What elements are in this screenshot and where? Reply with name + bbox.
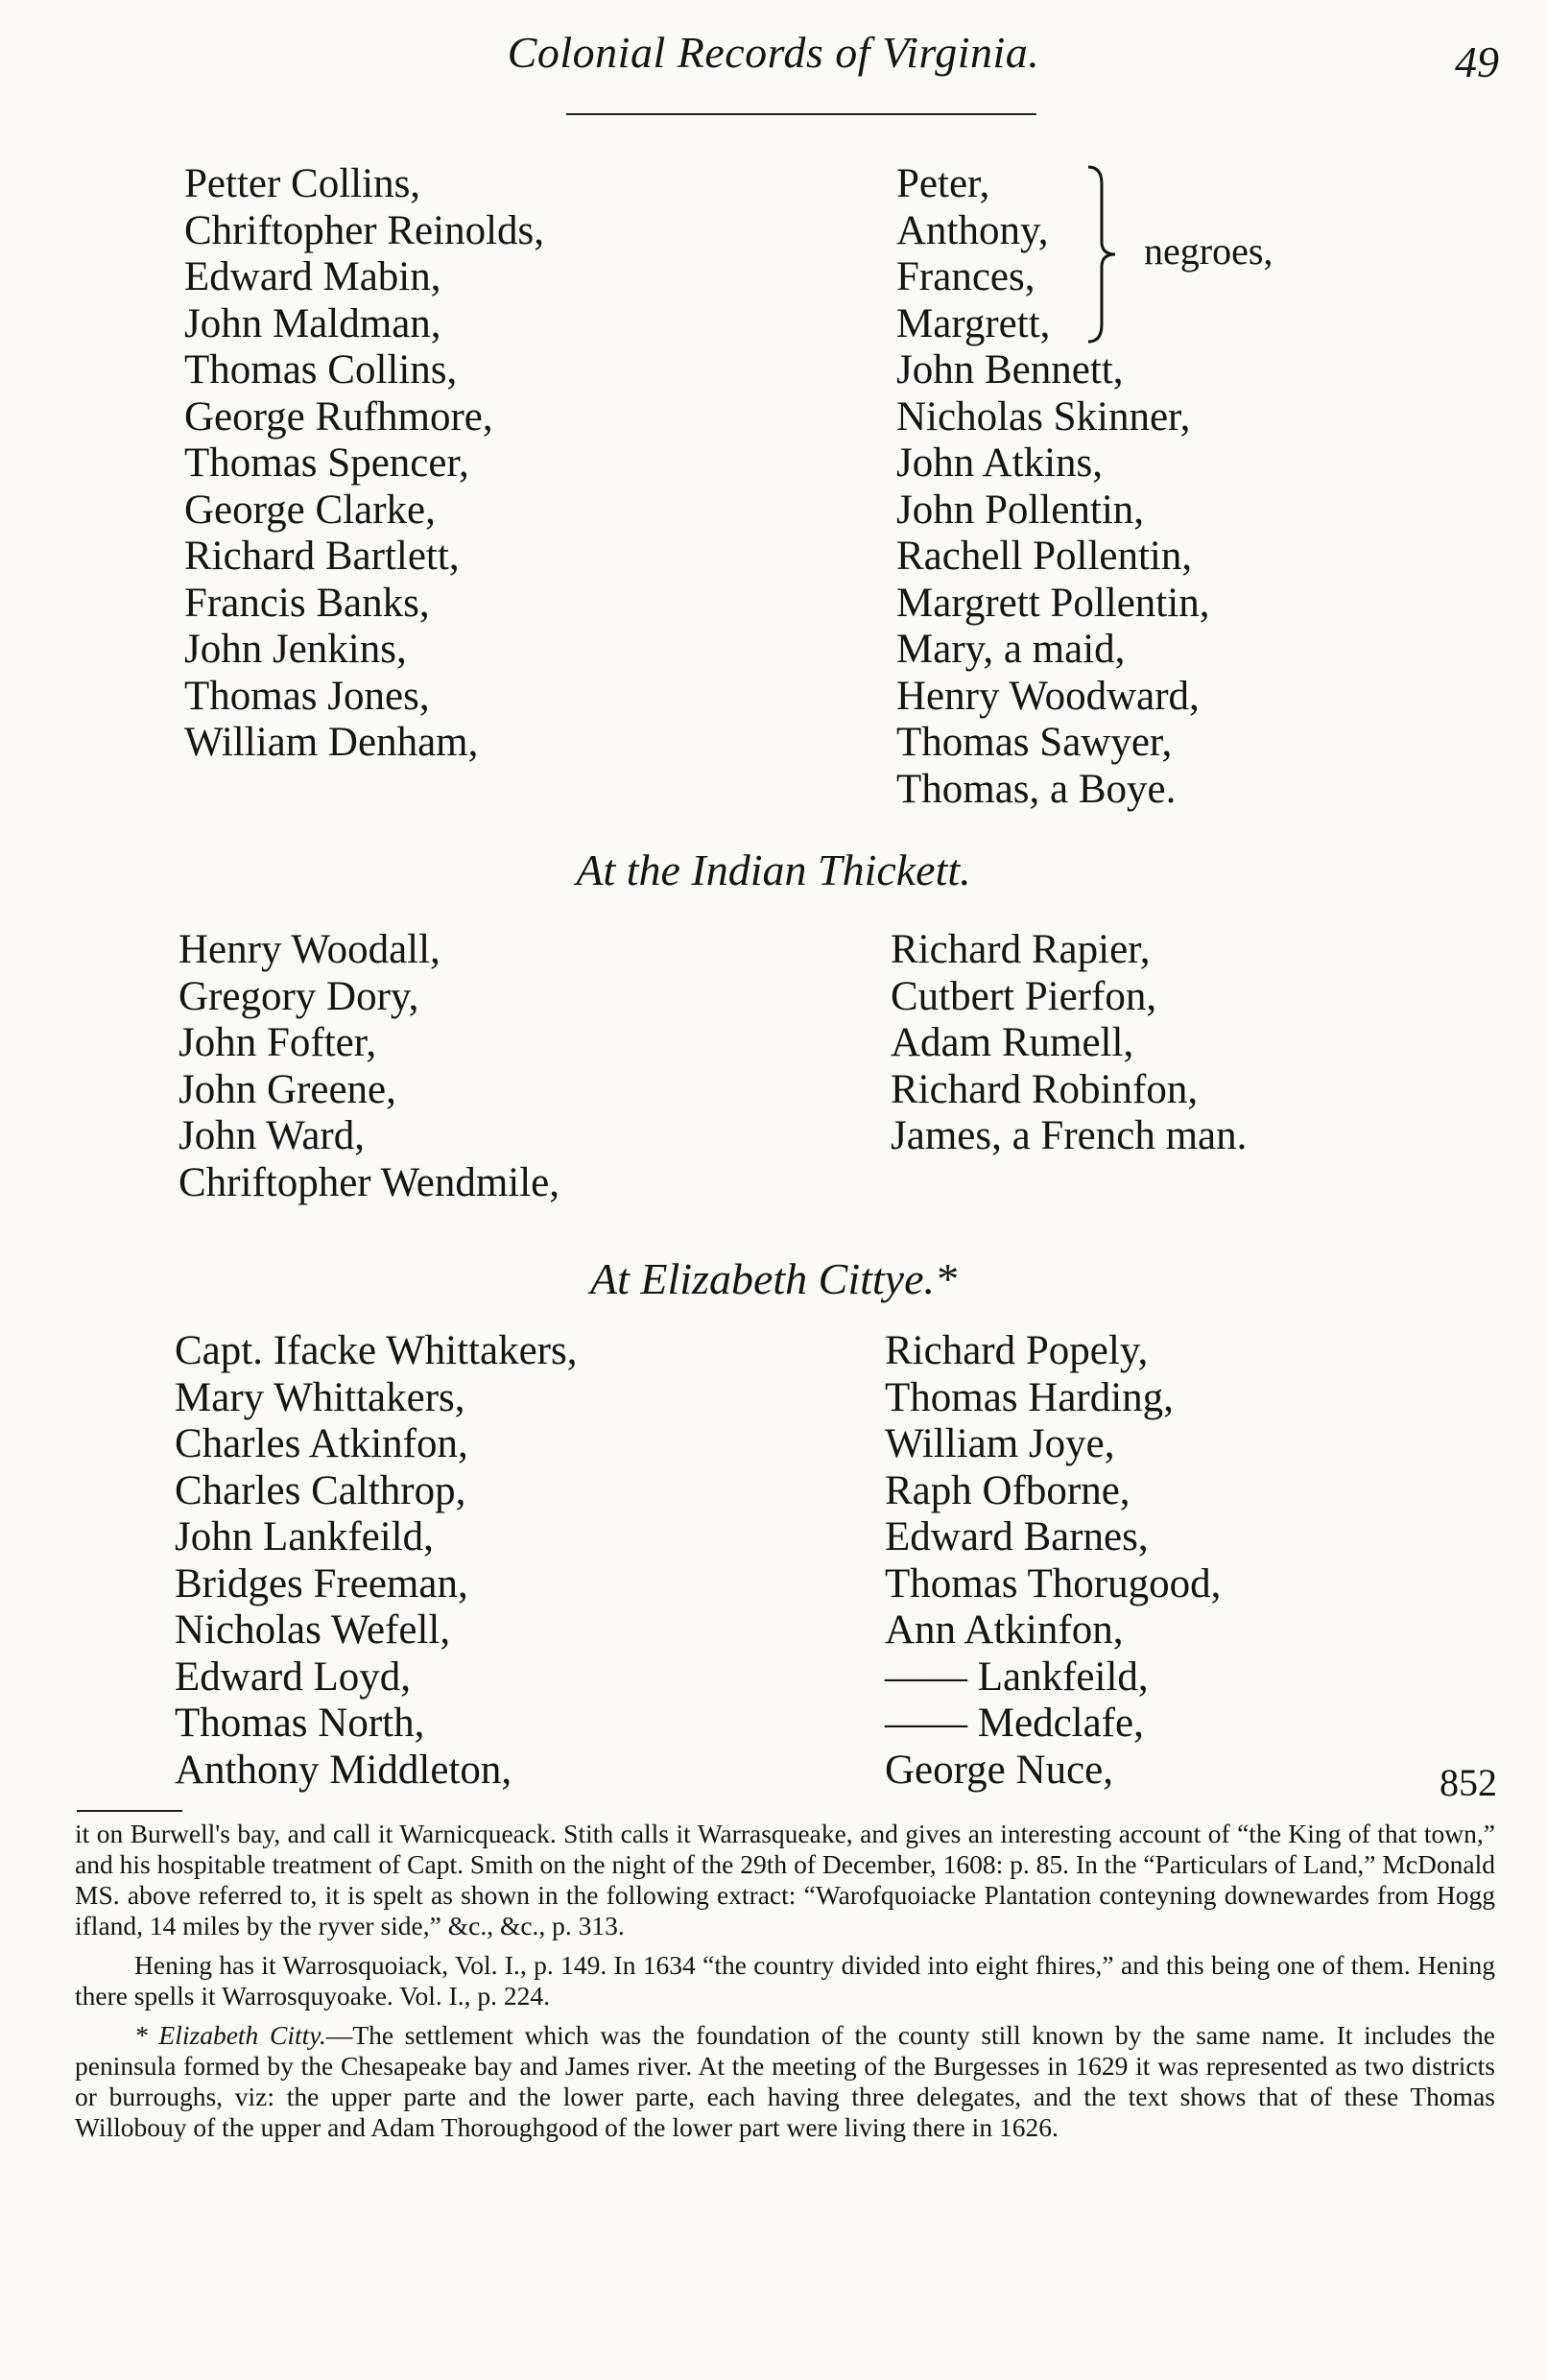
page-header (0, 27, 1547, 113)
name-entry: George Nuce, (885, 1747, 1113, 1793)
name-entry: Nicholas Skinner, (896, 393, 1191, 440)
name-entry: Frances, (896, 254, 1035, 299)
name-entry: John Jenkins, (184, 627, 407, 672)
name-entry: Nicholas Wefell, (175, 1607, 451, 1653)
name-entry: Francis Banks, (184, 580, 430, 626)
footnote-paragraph: it on Burwell's bay, and call it Warnicqueack. Stith calls it Warrasqueake, and gives an interesting account of “the King of that town,” and his hospitable treatment of Capt. Smith on the night of the 29th of December, 1608: p. 85. In the “Particulars of Land,” McDonald MS. above referred to, it is spelt as shown in the following extract: “Warofquoiacke Plantation conteyning downewardes from Hogg ifland, 14 miles by the ryver side,” &c., &c., p. 313. (75, 1819, 1495, 1940)
section3-left-column (175, 1328, 577, 1794)
list1-right-column (896, 161, 1273, 813)
name-entry: Capt. Ifacke Whittakers, (175, 1328, 578, 1373)
name-entry: John Greene, (178, 1066, 396, 1112)
running-title: Colonial Records of Virginia. (507, 28, 1040, 77)
name-entry: George Clarke, (184, 487, 436, 533)
name-entry: Henry Woodall, (178, 927, 440, 972)
name-entry: Edward Mabin, (184, 254, 441, 299)
name-entry: John Ward, (178, 1113, 366, 1158)
name-entry: Richard Popely, (885, 1328, 1149, 1373)
name-entry: John Pollentin, (896, 487, 1145, 533)
brace-icon (896, 161, 1184, 347)
name-entry: Peter, (896, 161, 990, 206)
name-entry: Rachell Pollentin, (896, 534, 1193, 579)
name-entry: Charles Calthrop, (175, 1467, 466, 1513)
name-entry: Chriftopher Reinolds, (184, 207, 545, 253)
name-entry: Anthony Middleton, (175, 1747, 512, 1793)
section-heading-elizabeth-cittye: At Elizabeth Cittye.* (590, 1254, 957, 1303)
name-entry: John Fofter, (178, 1020, 377, 1065)
name-entry: Cutbert Pierfon, (891, 973, 1157, 1019)
negroes-label: negroes, (1144, 229, 1273, 273)
name-entry: Margrett Pollentin, (896, 580, 1210, 626)
section2-right-column (891, 927, 1247, 1160)
section3-right-column (885, 1328, 1221, 1794)
list1-left-column (184, 161, 544, 767)
name-entry: Thomas Harding, (885, 1374, 1174, 1420)
name-entry: James, a French man. (891, 1113, 1248, 1158)
name-entry: John Atkins, (896, 440, 1104, 486)
section2-left-column (178, 927, 559, 1206)
footnote-text: —The settlement which was the foundation of the county still known by the same name. It includes the peninsula formed by the Chesapeake bay and James river. At the meeting of the Burgesses in 1629 it was represented as two districts or burroughs, viz: the upper parte and the lower parte, each having three delegates, and the text shows that of these Thomas Willobouy of the upper and Adam Thoroughgood of the lower part were living there in 1626. (75, 2020, 1495, 2142)
footnote-elizabeth-citty (75, 2020, 1495, 2143)
name-entry: John Maldman, (184, 300, 441, 346)
signature-mark: 852 (1440, 1761, 1497, 1804)
header-rule (566, 113, 1036, 115)
name-entry: —— Medclafe, (885, 1701, 1144, 1746)
name-entry: Richard Rapier, (891, 927, 1151, 972)
footnote-paragraph: Hening has it Warrosquoiack, Vol. I., p. 149. In 1634 “the country divided into eight fhires,” and this being one of them. Hening there spells it Warrosquyoake. Vol. I., p. 224. (75, 1950, 1495, 2011)
name-entry: John Bennett, (896, 347, 1124, 393)
name-entry: Margrett, (896, 300, 1051, 346)
name-entry: Raph Ofborne, (885, 1467, 1130, 1513)
name-entry: Thomas, a Boye. (896, 766, 1177, 812)
name-entry: Bridges Freeman, (175, 1560, 468, 1606)
name-entry: Thomas Sawyer, (896, 720, 1173, 765)
page-number: 49 (1455, 37, 1499, 86)
name-entry: John Lankfeild, (175, 1514, 434, 1559)
name-entry: Chriftopher Wendmile, (178, 1159, 559, 1205)
name-entry: Petter Collins, (184, 161, 421, 206)
name-entry: Mary, a maid, (896, 627, 1126, 672)
name-entry: Thomas North, (175, 1701, 425, 1746)
name-entry: —— Lankfeild, (885, 1654, 1149, 1700)
name-entry: Henry Woodward, (896, 673, 1200, 719)
name-entry: Thomas Collins, (184, 347, 458, 393)
name-entry: Thomas Spencer, (184, 440, 469, 486)
footnote-rule (77, 1810, 182, 1812)
section-heading-indian-thickett: At the Indian Thickett. (576, 845, 971, 894)
name-entry: Edward Barnes, (885, 1514, 1149, 1559)
name-entry: William Denham, (184, 720, 479, 765)
name-entry: Thomas Jones, (184, 673, 430, 719)
name-entry: Thomas Thorugood, (885, 1560, 1222, 1606)
footnote-marker: * Elizabeth Citty. (134, 2020, 326, 2050)
name-entry: Gregory Dory, (178, 973, 419, 1019)
name-entry: Richard Robinfon, (891, 1066, 1199, 1112)
name-entry: Edward Loyd, (175, 1654, 411, 1700)
name-entry: William Joye, (885, 1421, 1115, 1466)
name-entry: Richard Bartlett, (184, 534, 460, 579)
footnotes (75, 1819, 1495, 2152)
name-entry: Adam Rumell, (891, 1020, 1134, 1065)
name-entry: George Rufhmore, (184, 393, 493, 440)
name-entry: Ann Atkinfon, (885, 1607, 1124, 1653)
negroes-group (896, 161, 1273, 347)
name-entry: Charles Atkinfon, (175, 1421, 468, 1466)
name-entry: Mary Whittakers, (175, 1374, 465, 1420)
name-entry: Anthony, (896, 207, 1049, 253)
